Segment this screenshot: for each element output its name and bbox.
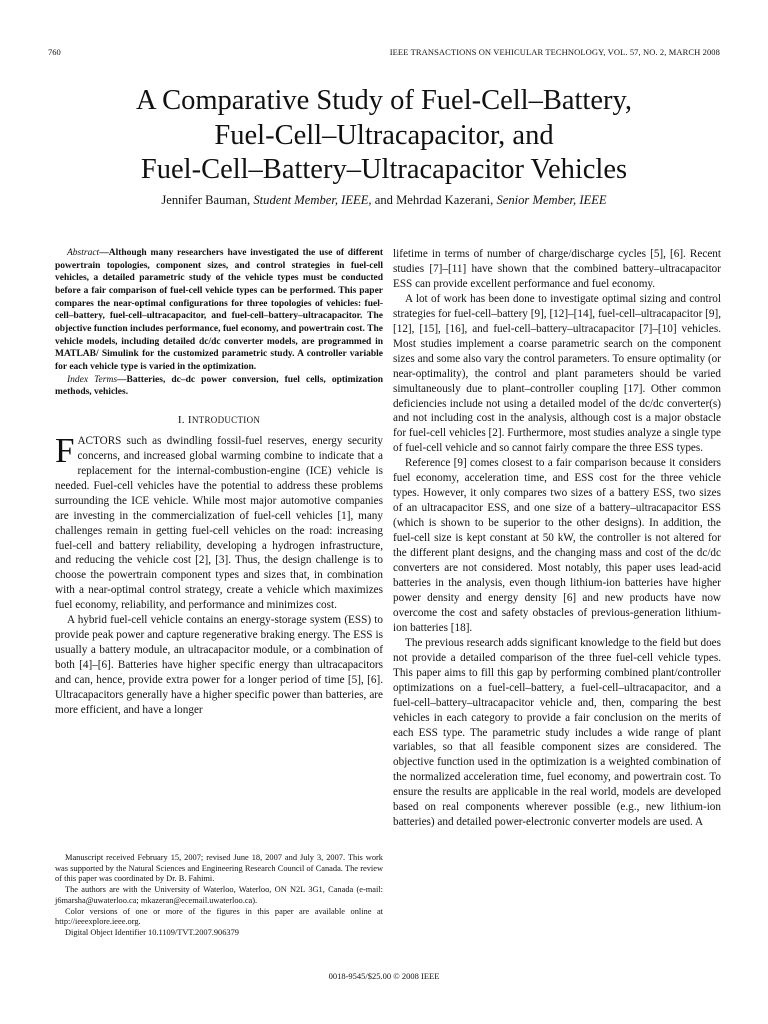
section-heading [55, 413, 383, 428]
left-column [55, 247, 383, 718]
copyright-line: 0018-9545/$25.00 © 2008 IEEE [328, 971, 440, 981]
body-paragraph: lifetime in terms of number of charge/discharge cycles [5], [6]. Recent studies [7]–[11] have shown that the combined battery–ultracapacitor ESS can provide excellent performance and fuel economy. [393, 248, 721, 290]
index-terms [55, 374, 383, 399]
section-first-letter: I [187, 413, 192, 426]
author-membership: Senior Member, IEEE [496, 193, 607, 207]
index-terms-text: —Batteries, dc–dc power conversion, fuel cells, optimization methods, vehicles. [55, 374, 384, 398]
author-membership: Student Member, IEEE, [253, 193, 372, 207]
abstract [55, 247, 383, 374]
footnote-affiliation: The authors are with the University of Waterloo, Waterloo, ON N2L 3G1, Canada (e-mail: j6marsha@uwaterloo.ca; mkazeran@ecemail.uwaterloo.ca). [55, 885, 383, 905]
body-paragraph: A hybrid fuel-cell vehicle contains an energy-storage system (ESS) to provide peak power and capture regenerative braking energy. The ESS is usually a battery module, an ultracapacitor module, or a combination of both [4]–[6]. Batteries have higher specific energy than ultracapacitors and can, hence, provide extra power for a longer period of time [5], [6]. Ultracapacitors generally have a higher specific power than batteries, are more efficient, and have a longer [55, 614, 383, 716]
abstract-label: Abstract [67, 248, 100, 258]
footnotes [55, 853, 383, 939]
footnote-color: Color versions of one or more of the figures in this paper are available online at http://ieeexplore.ieee.org. [55, 906, 383, 927]
section-title-rest: NTRODUCTION [191, 414, 261, 425]
footnote-doi: Digital Object Identifier 10.1109/TVT.2007.906379 [65, 927, 239, 937]
body-paragraph: A lot of work has been done to investigate optimal sizing and control strategies for fuel-cell–battery [9], [12]–[14], fuel-cell–ultracapacitor [9], [12], [15], [16], and fuel-cell–battery–ultracapacitor [7]–[10] vehicles. Most studies implement a coarse parametric search on the component sizes and some also vary the control parameters. To ensure optimality (or near-optimality), the control and plant parameters should be varied simultaneously due to plant–controller coupling [17]. Other common deficiencies include not using a detailed model of the dc/dc converter(s) and not including cost in the analysis, although cost is a major obstacle for fuel-cell vehicles [2]. Furthermore, most studies analyze a single type of fuel-cell vehicle and so cannot fairly compare the three ESS types. [393, 292, 721, 455]
running-head: IEEE TRANSACTIONS ON VEHICULAR TECHNOLOGY, VOL. 57, NO. 2, MARCH 2008 [389, 47, 720, 57]
abstract-text: —Although many researchers have investigated the use of different powertrain topologies, component sizes, and control strategies in fuel-cell vehicles, a detailed parametric study of the vehicle types must be conducted before a fair comparison of fuel-cell vehicle types can be performed. This paper compares the near-optimal configurations for three topologies of vehicles: fuel-cell–battery, fuel-cell–ultracapacitor, and fuel-cell–battery–ultracapacitor. The objective function includes performance, fuel economy, and powertrain cost. The vehicle models, including detailed dc/dc converter models, are programmed in MATLAB/ Simulink for the customized parametric study. A controller variable for each vehicle type is varied in the optimization. [55, 248, 383, 372]
title-line: Fuel-Cell–Ultracapacitor, and [214, 119, 554, 151]
title-line: A Comparative Study of Fuel-Cell–Battery, [135, 85, 633, 116]
author-name: Jennifer Bauman, [161, 193, 251, 207]
paragraph-text: ACTORS such as dwindling fossil-fuel reserves, energy security concerns, and increased global warming combine to indicate that a replacement for the internal-combustion-engine (ICE) vehicle is needed. Fuel-cell vehicles have the potential to address these problems surrounding the ICE vehicle. While most major automotive companies are investing in the commercialization of fuel-cell vehicles [1], many challenges remain in getting fuel-cell vehicles on the road: increasing fuel-cell and battery reliability, developing a hydrogen infrastructure, and reducing the vehicle cost [2], [3]. Thus, the design challenge is to choose the powertrain component types and sizes that, in combination with a near-optimal control strategy, create a vehicle which maximizes fuel economy, reliability, and performance and minimizes cost. [55, 434, 383, 612]
body-paragraph: Reference [9] comes closest to a fair comparison because it considers fuel economy, acceleration time, and ESS cost for the three vehicle types. However, it only compares two sizes of a battery ESS, two sizes of an ultracapacitor ESS, and one size of a battery–ultracapacitor ESS (which is shown to be superior to the other designs). In addition, the fuel-cell size is kept constant at 50 kW, the controller is not altered for the different plant designs, and the changing mass and cost of the dc/dc converters are not considered. Most notably, this paper uses lead-acid batteries in the analysis, even though lithium-ion batteries have higher power density and energy density [6] and new products have now overcome the cost and safety obstacles of previous-generation lithium-ion batteries [18]. [393, 457, 721, 634]
author-name: and Mehrdad Kazerani, [374, 193, 494, 207]
index-terms-label: Index Terms [67, 374, 118, 385]
drop-cap: F [55, 430, 75, 470]
body-paragraph: The previous research adds significant knowledge to the field but does not provide a detailed comparison of the three fuel-cell vehicle types. This paper aims to fill this gap by performing combined plant/controller optimizations on a fuel-cell–battery, a fuel-cell–ultracapacitor, and a fuel-cell–battery–ultracapacitor vehicle and, then, comparing the best vehicles in each category to provide a fair conclusion on the merits of each ESS type. The parametric study includes a wide range of plant variables, so that all feasible component sizes are considered. The objective function used in the optimization is a weighted combination of the normalized acceleration time, fuel economy, and powertrain cost. To ensure the results are applicable in the real world, models are developed based on real components wherever possible (e.g., new lithium-ion batteries) and detailed power-electronic converter models are used. A [393, 636, 721, 829]
paper-title [0, 84, 768, 188]
page-number: 760 [48, 47, 61, 57]
title-line: Fuel-Cell–Battery–Ultracapacitor Vehicles [140, 154, 628, 185]
author-line [0, 193, 768, 208]
footnote-manuscript: Manuscript received February 15, 2007; revised June 18, 2007 and July 3, 2007. This work was supported by the Natural Sciences and Engineering Research Council of Canada. The review of this paper was coordinated by Dr. B. Fahimi. [55, 853, 383, 884]
right-column [393, 247, 721, 830]
body-paragraph [55, 430, 383, 613]
section-numeral: I. [177, 413, 185, 426]
